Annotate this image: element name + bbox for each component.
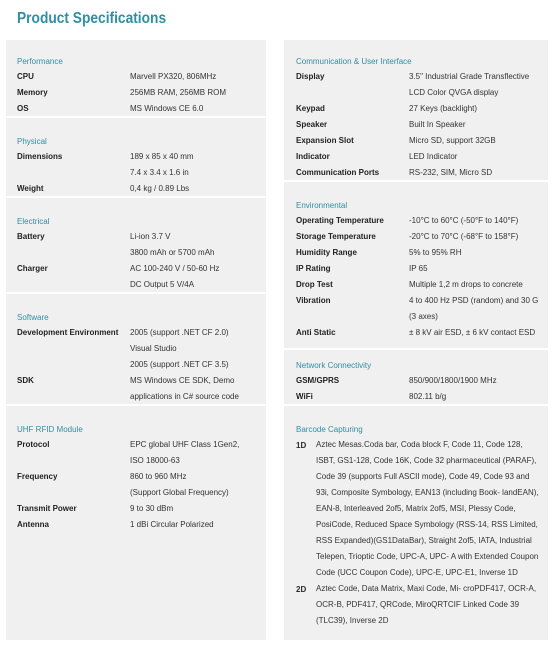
- spec-key: Communication Ports: [296, 168, 380, 177]
- spec-value: MS Windows CE SDK, Demo applications in C# source code: [130, 376, 239, 401]
- spec-key: Vibration: [296, 296, 331, 305]
- spec-value: 256MB RAM, 256MB ROM: [130, 88, 227, 97]
- spec-value: RS-232, SIM, Micro SD: [409, 168, 493, 177]
- spec-value: 189 x 85 x 40 mm 7.4 x 3.4 x 1.6 in: [130, 152, 194, 177]
- section-heading-network: Network Connectivity: [296, 361, 372, 370]
- spec-value: 802.11 b/g: [409, 392, 447, 401]
- spec-key: Storage Temperature: [296, 232, 376, 241]
- spec-value: AC 100-240 V / 50-60 Hz DC Output 5 V/4A: [130, 264, 220, 289]
- spec-value: 9 to 30 dBm: [130, 504, 174, 513]
- spec-value: -10°C to 60°C (-50°F to 140°F): [409, 216, 519, 225]
- section-heading-electrical: Electrical: [17, 217, 50, 226]
- spec-value: 3.5" Industrial Grade Transflective LCD Color QVGA display: [409, 72, 530, 97]
- spec-value: Li-ion 3.7 V 3800 mAh or 5700 mAh: [130, 232, 215, 257]
- spec-key: Speaker: [296, 120, 328, 129]
- barcode-1d-list: Aztec Mesas.Coda bar, Coda block F, Code 11, Code 128, ISBT, GS1-128, Code 16K, Code 32 pharmaceutical (PARAF), Code 39 (supports Full ASCII mode), Code 49, Code 93 and 93i, Composite Symbology, EAN13 (including Book- landEAN), EAN-8, Interleaved 2of5, Matrix 2of5, MSI, Plessy Code, PosiCode, Reduced Space Symbology (RSS-14, RSS Limited, RSS Expanded)(GS1DataBar), Straight 2of5, IATA, Industrial Telepen, Trioptic Code, UPC-A, UPC- A with Extended Coupon Code (UCC Coupon Code), UPC-E, UPC-E1, Inverse 1D: [316, 440, 539, 577]
- spec-value: LED Indicator: [409, 152, 458, 161]
- spec-value: 0,4 kg / 0.89 Lbs: [130, 184, 190, 193]
- spec-key: Drop Test: [296, 280, 333, 289]
- spec-key: Anti Static: [296, 328, 336, 337]
- spec-key: Memory: [17, 88, 48, 97]
- spec-key: Expansion Slot: [296, 136, 354, 145]
- spec-key: Frequency: [17, 472, 58, 481]
- spec-key: Battery: [17, 232, 45, 241]
- spec-key: Display: [296, 72, 325, 81]
- spec-value: Micro SD, support 32GB: [409, 136, 496, 145]
- spec-key: WiFi: [296, 392, 313, 401]
- spec-value: -20°C to 70°C (-68°F to 158°F): [409, 232, 519, 241]
- left-spec-panel: [6, 40, 266, 640]
- section-heading-barcode: Barcode Capturing: [296, 425, 363, 434]
- spec-value: IP 65: [409, 264, 428, 273]
- spec-value: EPC global UHF Class 1Gen2, ISO 18000-63: [130, 440, 240, 465]
- spec-key: Protocol: [17, 440, 50, 449]
- section-divider: [284, 348, 548, 350]
- spec-key: Development Environment: [17, 328, 119, 337]
- spec-value: 5% to 95% RH: [409, 248, 462, 257]
- spec-value: MS Windows CE 6.0: [130, 104, 204, 113]
- spec-key: Operating Temperature: [296, 216, 384, 225]
- barcode-2d-list: Aztec Code, Data Matrix, Maxi Code, Mi- croPDF417, OCR-A, OCR-B, PDF417, QRCode, MiroQRTCIF Linked Code 39 (TLC39), Inverse 2D: [316, 584, 537, 625]
- spec-key: Charger: [17, 264, 48, 273]
- spec-key: Humidity Range: [296, 248, 357, 257]
- spec-value: 1 dBi Circular Polarized: [130, 520, 214, 529]
- spec-value: Multiple 1,2 m drops to concrete: [409, 280, 523, 289]
- spec-value: 2005 (support .NET CF 2.0) Visual Studio 2005 (support .NET CF 3.5): [130, 328, 229, 369]
- spec-value: 860 to 960 MHz (Support Global Frequency): [130, 472, 229, 497]
- section-heading-physical: Physical: [17, 137, 47, 146]
- spec-key: IP Rating: [296, 264, 331, 273]
- spec-key: Transmit Power: [17, 504, 77, 513]
- section-heading-uhf-rfid: UHF RFID Module: [17, 425, 83, 434]
- spec-value: Built In Speaker: [409, 120, 466, 129]
- spec-key: Indicator: [296, 152, 330, 161]
- spec-value: ± 8 kV air ESD, ± 6 kV contact ESD: [409, 328, 536, 337]
- spec-key: Antenna: [17, 520, 49, 529]
- spec-key: Keypad: [296, 104, 325, 113]
- page-title: Product Specifications: [17, 10, 167, 27]
- section-heading-communication: Communication & User Interface: [296, 57, 412, 66]
- spec-key: GSM/GPRS: [296, 376, 340, 385]
- spec-key: Dimensions: [17, 152, 63, 161]
- spec-key: Weight: [17, 184, 44, 193]
- spec-key: CPU: [17, 72, 34, 81]
- spec-key: SDK: [17, 376, 34, 385]
- right-spec-panel: [284, 40, 548, 640]
- barcode-2d-tag: 2D: [296, 585, 307, 594]
- barcode-1d-tag: 1D: [296, 441, 307, 450]
- section-heading-performance: Performance: [17, 57, 63, 66]
- spec-value: 27 Keys (backlight): [409, 104, 478, 113]
- spec-value: 4 to 400 Hz PSD (random) and 30 G (3 axes): [409, 296, 539, 321]
- section-heading-environmental: Environmental: [296, 201, 348, 210]
- section-heading-software: Software: [17, 313, 49, 322]
- spec-value: Marvell PX320, 806MHz: [130, 72, 217, 81]
- spec-value: 850/900/1800/1900 MHz: [409, 376, 497, 385]
- spec-key: OS: [17, 104, 29, 113]
